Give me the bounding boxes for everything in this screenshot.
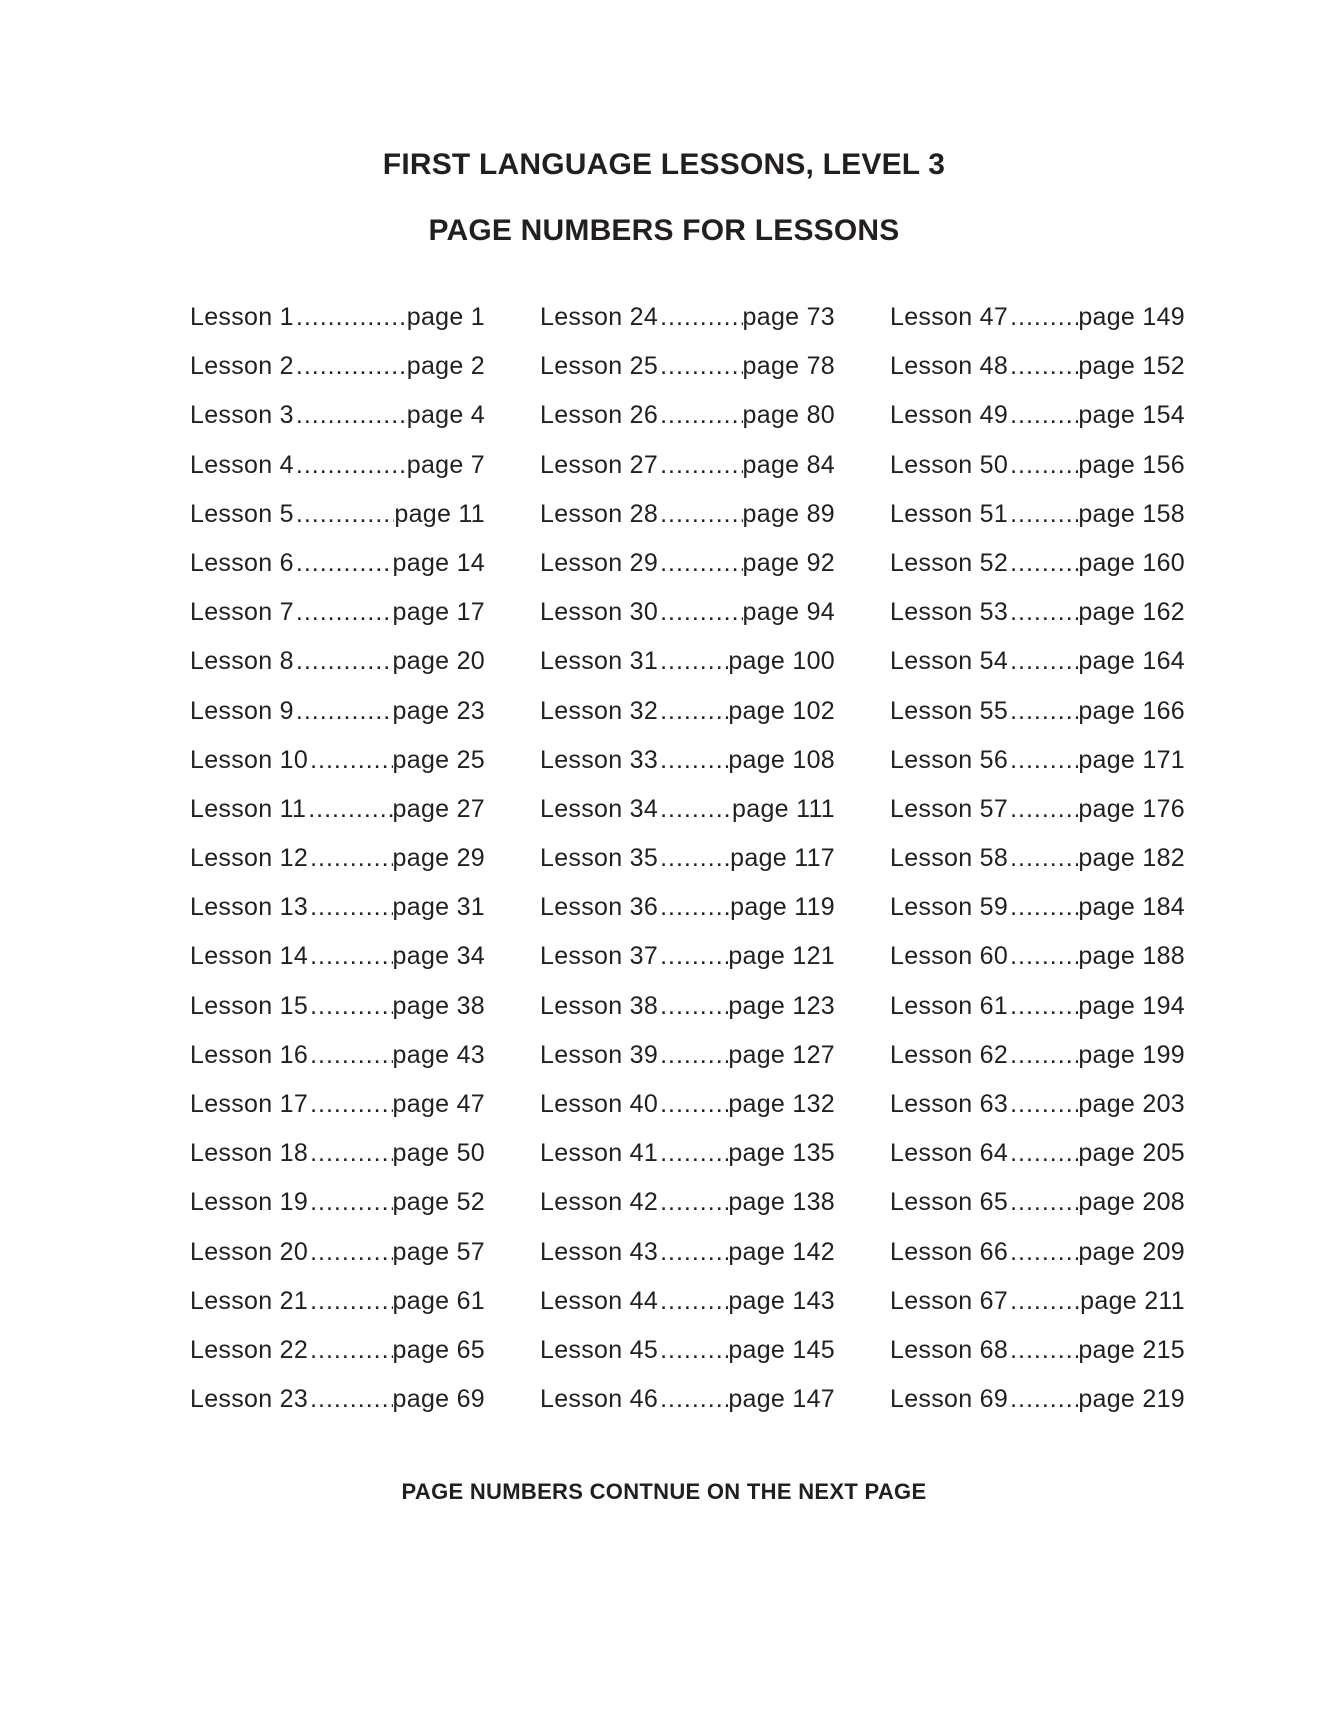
dot-leader [658,645,728,677]
lesson-entry [540,1383,835,1432]
page-number: page 215 [1078,1335,1185,1364]
dot-leader [1008,940,1078,972]
lesson-index [190,301,1190,1431]
lesson-label: Lesson 46 [540,1385,659,1414]
lesson-label: Lesson 55 [890,696,1009,725]
lesson-label: Lesson 17 [190,1090,309,1118]
lesson-label: Lesson 59 [890,893,1009,922]
dot-leader [658,498,742,530]
lesson-entry [190,1383,485,1432]
page-number: page 14 [392,548,485,577]
lesson-entry [540,1088,835,1137]
dot-leader [658,596,742,628]
page-number: page 182 [1078,844,1185,873]
page-number: page 34 [392,942,485,971]
lesson-entry [890,744,1185,793]
page-number: page 52 [392,1188,485,1217]
lesson-entry [540,990,835,1039]
page-number: page 147 [728,1385,835,1414]
lesson-label: Lesson 49 [890,401,1009,430]
dot-leader [294,547,393,579]
lesson-label: Lesson 52 [890,548,1009,577]
continuation-note: PAGE NUMBERS CONTNUE ON THE NEXT PAGE [401,1479,927,1504]
dot-leader [658,1088,728,1120]
lesson-label: Lesson 13 [190,893,309,922]
lesson-entry [190,1088,485,1137]
lesson-label: Lesson 14 [190,942,309,971]
lesson-entry [890,596,1185,645]
lesson-entry [540,596,835,645]
page-number: page 43 [392,1040,485,1069]
dot-leader [658,547,742,579]
lesson-label: Lesson 3 [190,401,294,430]
dot-leader [1008,1334,1078,1366]
lesson-entry [540,1334,835,1383]
page-number: page 57 [392,1237,485,1266]
dot-leader [1008,498,1078,530]
dot-leader [658,301,742,333]
lesson-label: Lesson 38 [540,991,659,1020]
dot-leader [308,1088,392,1120]
lesson-label: Lesson 19 [190,1188,309,1217]
page-number: page 80 [742,401,835,430]
dot-leader [658,449,742,481]
page-number: page 94 [742,598,835,627]
page-number: page 205 [1078,1139,1185,1168]
page-number: page 142 [728,1237,835,1266]
page-number: page 2 [406,352,485,381]
dot-leader [658,1236,728,1268]
dot-leader [1008,1285,1080,1317]
lesson-label: Lesson 27 [540,450,659,479]
dot-leader [658,1383,728,1415]
page-number: page 154 [1078,401,1185,430]
dot-leader [308,1383,392,1415]
page-number: page 194 [1078,991,1185,1020]
dot-leader [658,744,728,776]
dot-leader [308,744,392,776]
lesson-entry [190,940,485,989]
lesson-label: Lesson 11 [190,794,307,823]
dot-leader [658,1285,728,1317]
lesson-label: Lesson 50 [890,450,1009,479]
lesson-entry [190,449,485,498]
dot-leader [1008,1137,1078,1169]
lesson-entry [890,1186,1185,1235]
dot-leader [1008,695,1078,727]
lesson-entry [540,793,835,842]
dot-leader [1008,1088,1078,1120]
dot-leader [658,793,732,825]
page-number: page 92 [742,548,835,577]
dot-leader [308,1334,392,1366]
page-number: page 73 [742,303,835,331]
dot-leader [658,1334,728,1366]
page-number: page 121 [728,942,835,971]
lesson-label: Lesson 69 [890,1385,1009,1414]
dot-leader [308,842,392,874]
lesson-label: Lesson 51 [890,499,1009,528]
lesson-entry [890,1383,1185,1432]
dot-leader [1008,449,1078,481]
page-number: page 100 [728,647,835,676]
lesson-entry [190,891,485,940]
lesson-label: Lesson 62 [890,1040,1009,1069]
page-number: page 162 [1078,598,1185,627]
lesson-entry [540,547,835,596]
lesson-label: Lesson 6 [190,548,294,577]
lesson-entry [890,547,1185,596]
page-number: page 132 [728,1090,835,1118]
dot-leader [308,891,392,923]
lesson-entry [190,842,485,891]
page-number: page 11 [394,499,485,528]
lesson-label: Lesson 4 [190,450,294,479]
lesson-label: Lesson 28 [540,499,659,528]
lesson-entry [540,842,835,891]
lesson-label: Lesson 67 [890,1286,1009,1315]
page-number: page 171 [1078,745,1185,774]
page-number: page 149 [1078,303,1185,331]
lesson-label: Lesson 12 [190,844,309,873]
page-number: page 158 [1078,499,1185,528]
lesson-label: Lesson 1 [190,303,294,331]
page-number: page 135 [728,1139,835,1168]
page-number: page 17 [392,598,485,627]
page-number: page 38 [392,991,485,1020]
page-subtitle: PAGE NUMBERS FOR LESSONS [428,214,900,247]
lesson-label: Lesson 25 [540,352,659,381]
lesson-entry [890,990,1185,1039]
dot-leader [658,1137,728,1169]
page-number: page 119 [730,893,835,922]
lesson-entry [890,498,1185,547]
lesson-entry [540,891,835,940]
page-number: page 176 [1078,794,1185,823]
lesson-label: Lesson 60 [890,942,1009,971]
lesson-label: Lesson 15 [190,991,309,1020]
page-number: page 111 [732,794,835,823]
lesson-entry [890,449,1185,498]
page-number: page 123 [728,991,835,1020]
dot-leader [658,1039,728,1071]
lesson-entry [540,399,835,448]
lesson-label: Lesson 42 [540,1188,659,1217]
lesson-entry [890,645,1185,694]
lesson-entry [890,940,1185,989]
lesson-entry [190,1039,485,1088]
page-number: page 84 [742,450,835,479]
dot-leader [308,1137,392,1169]
dot-leader [294,350,407,382]
page-number: page 199 [1078,1040,1185,1069]
page-number: page 89 [742,499,835,528]
lesson-entry [890,1285,1185,1334]
lesson-entry [190,1186,485,1235]
lesson-label: Lesson 36 [540,893,659,922]
lesson-label: Lesson 22 [190,1335,309,1364]
lesson-entry [190,596,485,645]
dot-leader [294,301,407,333]
dot-leader [1008,399,1078,431]
lesson-label: Lesson 53 [890,598,1009,627]
dot-leader [308,940,392,972]
dot-leader [1008,891,1078,923]
dot-leader [1008,301,1078,333]
dot-leader [658,940,728,972]
lesson-label: Lesson 23 [190,1385,309,1414]
dot-leader [658,891,730,923]
lesson-label: Lesson 65 [890,1188,1009,1217]
lesson-entry [190,399,485,448]
dot-leader [294,596,393,628]
page-number: page 27 [392,794,485,823]
page-number: page 164 [1078,647,1185,676]
page-number: page 188 [1078,942,1185,971]
lesson-entry [540,350,835,399]
lesson-label: Lesson 10 [190,745,309,774]
lesson-label: Lesson 57 [890,794,1009,823]
page-number: page 166 [1078,696,1185,725]
lesson-label: Lesson 33 [540,745,659,774]
page-number: page 31 [392,893,485,922]
dot-leader [306,793,392,825]
page-number: page 25 [392,745,485,774]
lesson-label: Lesson 16 [190,1040,309,1069]
lesson-label: Lesson 43 [540,1237,659,1266]
lesson-label: Lesson 21 [190,1286,309,1315]
dot-leader [1008,596,1078,628]
lesson-label: Lesson 39 [540,1040,659,1069]
dot-leader [658,399,742,431]
lesson-label: Lesson 8 [190,647,294,676]
lesson-entry [190,744,485,793]
page-number: page 138 [728,1188,835,1217]
page-number: page 209 [1078,1237,1185,1266]
dot-leader [294,449,407,481]
lesson-label: Lesson 31 [540,647,659,676]
lesson-column-1 [190,301,485,1432]
lesson-entry [190,498,485,547]
dot-leader [294,695,393,727]
dot-leader [294,645,393,677]
dot-leader [1008,350,1078,382]
lesson-entry [540,645,835,694]
dot-leader [1008,1186,1078,1218]
lesson-label: Lesson 66 [890,1237,1009,1266]
page-number: page 160 [1078,548,1185,577]
lesson-label: Lesson 34 [540,794,659,823]
lesson-entry [190,301,485,350]
dot-leader [1008,744,1078,776]
lesson-label: Lesson 29 [540,548,659,577]
lesson-entry [540,498,835,547]
lesson-label: Lesson 20 [190,1237,309,1266]
lesson-entry [190,1236,485,1285]
page-number: page 184 [1078,893,1185,922]
lesson-label: Lesson 24 [540,303,659,331]
dot-leader [1008,1383,1078,1415]
lesson-entry [890,842,1185,891]
page-number: page 78 [742,352,835,381]
dot-leader [1008,547,1078,579]
dot-leader [1008,645,1078,677]
lesson-label: Lesson 41 [540,1139,659,1168]
lesson-entry [540,1285,835,1334]
page-number: page 4 [406,401,485,430]
lesson-label: Lesson 40 [540,1090,659,1118]
dot-leader [658,1186,728,1218]
page-number: page 69 [392,1385,485,1414]
lesson-entry [540,1137,835,1186]
lesson-entry [890,399,1185,448]
page-number: page 1 [406,303,485,331]
lesson-entry [190,1334,485,1383]
lesson-label: Lesson 48 [890,352,1009,381]
page-number: page 156 [1078,450,1185,479]
page-number: page 20 [392,647,485,676]
page-number: page 145 [728,1335,835,1364]
lesson-label: Lesson 63 [890,1090,1009,1118]
lesson-entry [890,1137,1185,1186]
dot-leader [308,1285,392,1317]
page-number: page 152 [1078,352,1185,381]
lesson-entry [540,301,835,350]
lesson-entry [190,793,485,842]
lesson-label: Lesson 44 [540,1286,659,1315]
dot-leader [294,399,407,431]
lesson-label: Lesson 47 [890,303,1009,331]
lesson-entry [190,350,485,399]
lesson-entry [540,1039,835,1088]
lesson-entry [540,940,835,989]
lesson-entry [540,744,835,793]
dot-leader [1008,842,1078,874]
lesson-entry [190,645,485,694]
lesson-entry [890,1088,1185,1137]
lesson-label: Lesson 18 [190,1139,309,1168]
page-title: FIRST LANGUAGE LESSONS, LEVEL 3 [382,148,946,181]
lesson-entry [190,990,485,1039]
lesson-entry [190,1137,485,1186]
lesson-label: Lesson 61 [890,991,1009,1020]
page-number: page 127 [728,1040,835,1069]
dot-leader [658,695,728,727]
dot-leader [658,842,730,874]
lesson-label: Lesson 37 [540,942,659,971]
dot-leader [658,350,742,382]
lesson-label: Lesson 58 [890,844,1009,873]
page-number: page 50 [392,1139,485,1168]
lesson-entry [890,350,1185,399]
dot-leader [308,1039,392,1071]
lesson-entry [890,695,1185,744]
dot-leader [1008,1236,1078,1268]
page-number: page 29 [392,844,485,873]
lesson-column-3 [890,301,1185,1432]
lesson-label: Lesson 54 [890,647,1009,676]
page-number: page 108 [728,745,835,774]
page-number: page 117 [730,844,835,873]
lesson-label: Lesson 32 [540,696,659,725]
dot-leader [658,990,728,1022]
lesson-label: Lesson 56 [890,745,1009,774]
lesson-column-2 [540,301,835,1432]
lesson-entry [190,547,485,596]
dot-leader [1008,793,1078,825]
page-number: page 211 [1080,1286,1185,1315]
dot-leader [1008,1039,1078,1071]
dot-leader [308,990,392,1022]
page-number: page 208 [1078,1188,1185,1217]
lesson-label: Lesson 7 [190,598,294,627]
dot-leader [308,1236,392,1268]
lesson-entry [190,695,485,744]
lesson-label: Lesson 5 [190,499,294,528]
lesson-entry [540,695,835,744]
lesson-entry [890,793,1185,842]
lesson-label: Lesson 35 [540,844,659,873]
lesson-entry [890,1334,1185,1383]
page-number: page 203 [1078,1090,1185,1118]
page-number: page 61 [392,1286,485,1315]
lesson-entry [890,891,1185,940]
page-number: page 143 [728,1286,835,1315]
lesson-label: Lesson 9 [190,696,294,725]
lesson-entry [890,1039,1185,1088]
lesson-entry [890,301,1185,350]
page-number: page 219 [1078,1385,1185,1414]
lesson-entry [540,1186,835,1235]
lesson-entry [890,1236,1185,1285]
lesson-label: Lesson 2 [190,352,294,381]
page-number: page 65 [392,1335,485,1364]
page-number: page 23 [392,696,485,725]
lesson-label: Lesson 68 [890,1335,1009,1364]
lesson-label: Lesson 30 [540,598,659,627]
lesson-label: Lesson 64 [890,1139,1009,1168]
page-number: page 102 [728,696,835,725]
dot-leader [308,1186,392,1218]
lesson-label: Lesson 26 [540,401,659,430]
page-number: page 7 [406,450,485,479]
dot-leader [294,498,395,530]
lesson-entry [540,1236,835,1285]
page-number: page 47 [392,1090,485,1118]
lesson-entry [540,449,835,498]
dot-leader [1008,990,1078,1022]
lesson-entry [190,1285,485,1334]
lesson-label: Lesson 45 [540,1335,659,1364]
